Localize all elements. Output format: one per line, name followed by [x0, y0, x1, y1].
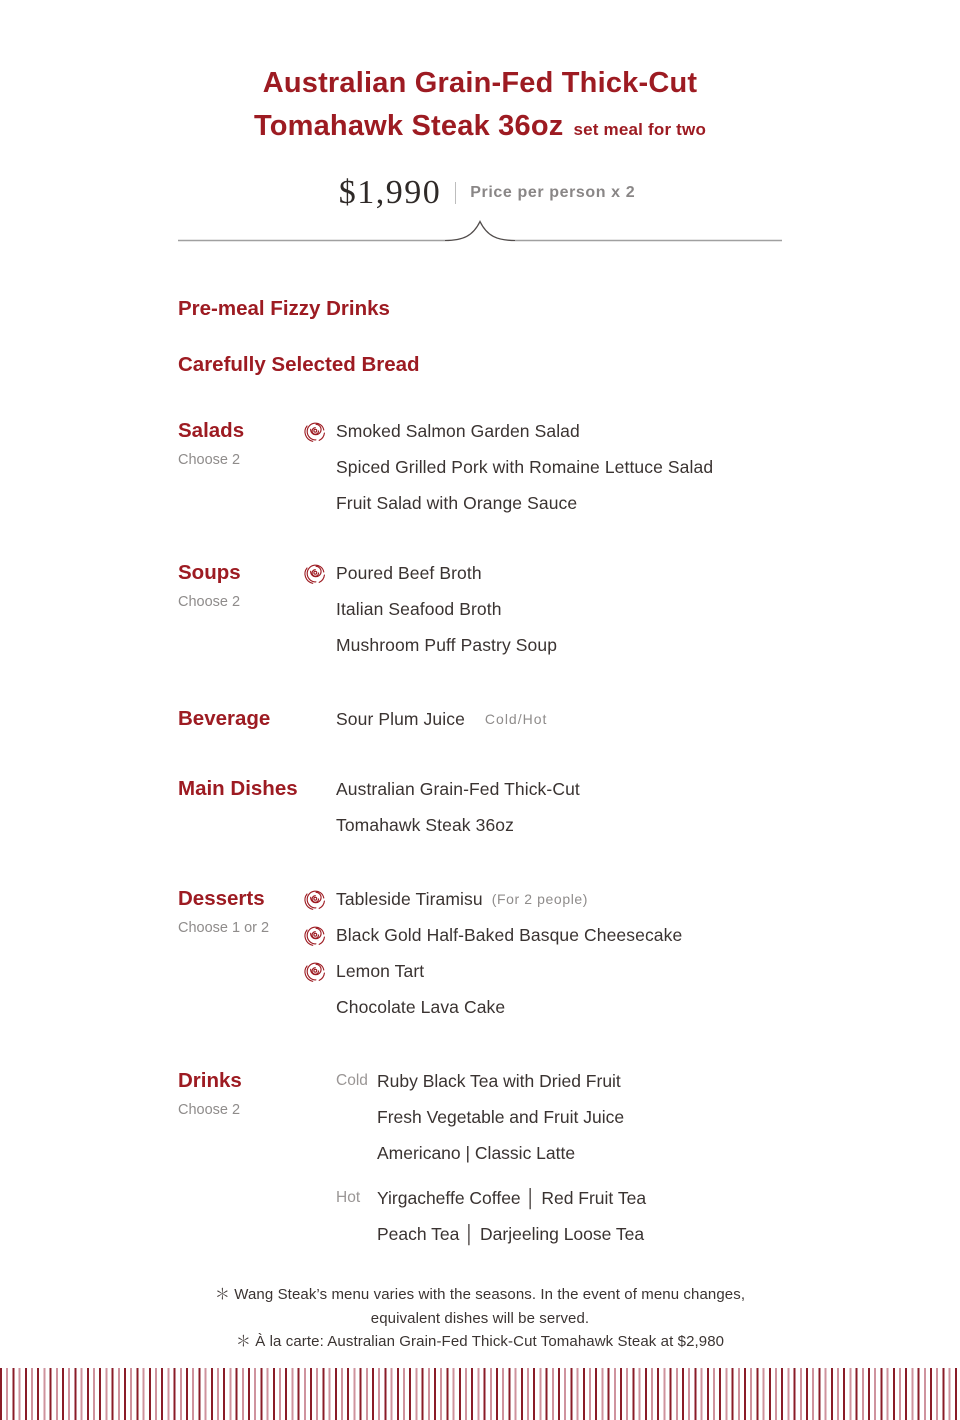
- menu-item-text: Smoked Salmon Garden Salad: [336, 421, 580, 441]
- icon-slot-empty: [302, 449, 336, 485]
- menu-header: [0, 0, 960, 242]
- menu-item-text: Spiced Grilled Pork with Romaine Lettuce Salad: [336, 457, 714, 477]
- section-pre-meal-fizzy-drinks: Pre-meal Fizzy Drinks: [178, 297, 390, 320]
- section-drinks: [178, 1063, 782, 1252]
- menu-body: [178, 297, 782, 1252]
- menu-item-text: Poured Beef Broth: [336, 563, 482, 583]
- menu-item: [302, 449, 782, 485]
- menu-item-text: Australian Grain-Fed Thick-Cut: [336, 779, 580, 799]
- icon-slot-empty: [302, 989, 336, 1025]
- section-soups-title: Soups: [178, 561, 241, 584]
- icon-slot-empty: [302, 701, 336, 737]
- icon-slot-empty: [302, 807, 336, 843]
- section-salads: [178, 413, 782, 521]
- title-line-2: [0, 105, 960, 151]
- menu-item-text: Fresh Vegetable and Fruit Juice: [377, 1107, 625, 1127]
- menu-item-text: Lemon Tart: [336, 961, 425, 981]
- title-line-1: Australian Grain-Fed Thick-Cut: [262, 67, 698, 99]
- section-drinks-title: Drinks: [178, 1069, 242, 1092]
- rose-icon: [302, 953, 336, 989]
- price-separator: [455, 182, 456, 204]
- menu-item: [302, 917, 782, 953]
- section-soups: [178, 555, 782, 663]
- menu-item-text: Tableside Tiramisu: [336, 889, 483, 909]
- rose-icon: [302, 413, 336, 449]
- menu-item-text: Americano | Classic Latte: [377, 1143, 576, 1163]
- price-row: [0, 174, 960, 212]
- icon-slot-empty: [302, 627, 336, 663]
- rose-icon: [302, 555, 336, 591]
- beverage-items: [302, 701, 782, 737]
- menu-item-text: Tomahawk Steak 36oz: [336, 815, 514, 835]
- menu-item-text: Ruby Black Tea with Dried Fruit: [377, 1071, 621, 1091]
- menu-item-note: (For 2 people): [491, 891, 589, 907]
- drinks-hot-label: Hot: [336, 1189, 361, 1206]
- menu-item-text: Yirgacheffe Coffee │ Red Fruit Tea: [377, 1188, 647, 1208]
- footer-note-a-la-carte: ＊ À la carte: Australian Grain-Fed Thick-Cut Tomahawk Steak at $2,980: [235, 1333, 725, 1350]
- menu-item: [302, 953, 782, 989]
- menu-item: [302, 701, 782, 737]
- section-soups-label: [178, 555, 302, 611]
- menu-item: [302, 989, 782, 1025]
- section-salads-note: Choose 2: [178, 452, 241, 468]
- section-desserts: [178, 881, 782, 1025]
- drinks-hot-items: [377, 1180, 646, 1252]
- menu-item-text: Mushroom Puff Pastry Soup: [336, 635, 558, 655]
- drinks-items: [302, 1063, 782, 1252]
- rose-icon: [302, 881, 336, 917]
- section-desserts-title: Desserts: [178, 887, 265, 910]
- price-note: Price per person x 2: [470, 184, 636, 201]
- section-desserts-note: Choose 1 or 2: [178, 920, 270, 936]
- section-beverage-label: [178, 701, 302, 732]
- menu-item: [302, 771, 782, 807]
- section-desserts-label: [178, 881, 302, 937]
- drinks-cold-items: [377, 1063, 624, 1171]
- title-line-2-text: Tomahawk Steak 36oz: [253, 110, 564, 142]
- section-salads-label: [178, 413, 302, 469]
- striped-border-decoration: [0, 1368, 960, 1420]
- divider-flourish: [178, 220, 782, 242]
- rose-icon: [302, 917, 336, 953]
- page-title: [0, 62, 960, 151]
- title-suffix: set meal for two: [573, 120, 707, 139]
- section-drinks-note: Choose 2: [178, 1102, 241, 1118]
- menu-item: [302, 807, 782, 843]
- price-value: $1,990: [338, 174, 442, 211]
- menu-item: [302, 413, 782, 449]
- menu-item: [302, 591, 782, 627]
- icon-slot-empty: [302, 485, 336, 521]
- menu-item-text: Chocolate Lava Cake: [336, 997, 506, 1017]
- menu-item-text: Sour Plum Juice: [336, 709, 465, 729]
- desserts-items: [302, 881, 782, 1025]
- menu-item-note: Cold/Hot: [484, 711, 548, 727]
- menu-item-text: Peach Tea │ Darjeeling Loose Tea: [377, 1224, 645, 1244]
- drinks-cold-group: [336, 1063, 782, 1171]
- footer-note-seasonal-line2: equivalent dishes will be served.: [370, 1309, 590, 1327]
- section-soups-note: Choose 2: [178, 594, 241, 610]
- drinks-hot-group: [336, 1180, 782, 1252]
- icon-slot-empty: [302, 591, 336, 627]
- soups-items: [302, 555, 782, 663]
- section-carefully-selected-bread: Carefully Selected Bread: [178, 353, 420, 376]
- footer-notes: [0, 1283, 960, 1354]
- section-main-dishes-label: [178, 771, 302, 802]
- drinks-cold-label: Cold: [336, 1072, 368, 1089]
- section-main-dishes: [178, 771, 782, 843]
- main-dishes-items: [302, 771, 782, 843]
- salads-items: [302, 413, 782, 521]
- section-main-dishes-title: Main Dishes: [178, 777, 298, 800]
- menu-item-text: Italian Seafood Broth: [336, 599, 502, 619]
- menu-item-text: Black Gold Half-Baked Basque Cheesecake: [336, 925, 683, 945]
- menu-item: [302, 485, 782, 521]
- icon-slot-empty: [302, 771, 336, 807]
- section-beverage: [178, 701, 782, 737]
- menu-item: [302, 627, 782, 663]
- menu-item: [302, 555, 782, 591]
- footer-note-seasonal-line1: ＊ Wang Steak’s menu varies with the seasons. In the event of menu changes,: [214, 1286, 746, 1303]
- menu-item-text: Fruit Salad with Orange Sauce: [336, 493, 578, 513]
- section-beverage-title: Beverage: [178, 707, 271, 730]
- section-salads-title: Salads: [178, 419, 245, 442]
- menu-item: [302, 881, 782, 917]
- section-drinks-label: [178, 1063, 302, 1119]
